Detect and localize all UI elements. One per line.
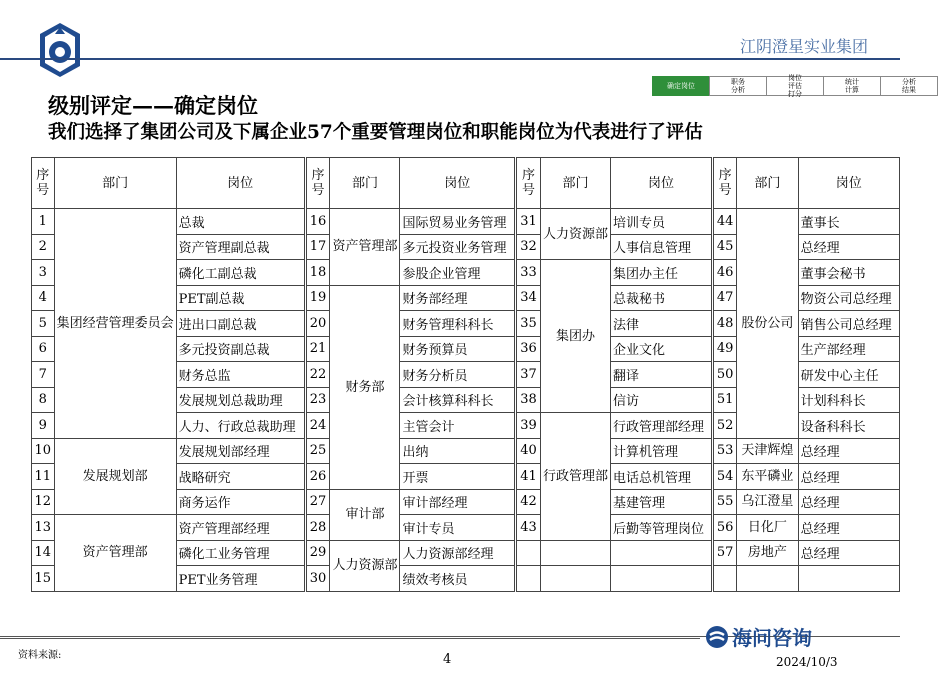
dept-cell: 行政管理部 (540, 413, 610, 541)
header-dept: 部门 (540, 158, 610, 209)
seq-cell: 30 (305, 566, 330, 592)
position-cell (610, 566, 712, 592)
seq-cell: 37 (516, 362, 541, 388)
seq-cell: 14 (32, 540, 55, 566)
seq-cell: 26 (305, 464, 330, 490)
seq-cell: 12 (32, 489, 55, 515)
position-cell: 财务分析员 (400, 362, 516, 388)
dept-cell: 人力资源部 (540, 209, 610, 260)
position-cell: 研发中心主任 (798, 362, 899, 388)
position-cell: 总经理 (798, 540, 899, 566)
position-cell: 审计专员 (400, 515, 516, 541)
seq-cell: 1 (32, 209, 55, 235)
seq-cell: 4 (32, 285, 55, 311)
seq-cell: 25 (305, 438, 330, 464)
seq-cell: 16 (305, 209, 330, 235)
company-name: 江阴澄星实业集团 (739, 37, 868, 56)
seq-cell: 43 (516, 515, 541, 541)
position-cell: 财务部经理 (400, 285, 516, 311)
position-cell (798, 566, 899, 592)
position-cell: 财务预算员 (400, 336, 516, 362)
position-cell: 行政管理部经理 (610, 413, 712, 439)
seq-cell: 32 (516, 234, 541, 260)
dept-cell (540, 540, 610, 566)
seq-cell: 22 (305, 362, 330, 388)
process-step-1: 确定岗位 (652, 76, 710, 96)
seq-cell: 34 (516, 285, 541, 311)
position-cell: 资产管理副总裁 (176, 234, 305, 260)
position-cell: 计划科科长 (798, 387, 899, 413)
position-cell: 多元投资副总裁 (176, 336, 305, 362)
process-step-4: 统计 计算 (823, 76, 881, 96)
seq-cell (516, 566, 541, 592)
position-cell: 发展规划总裁助理 (176, 387, 305, 413)
top-divider (0, 58, 900, 60)
seq-cell (712, 566, 736, 592)
position-cell: 进出口副总裁 (176, 311, 305, 337)
header-seq: 序 号 (516, 158, 541, 209)
position-cell: PET业务管理 (176, 566, 305, 592)
seq-cell: 53 (712, 438, 736, 464)
seq-cell: 39 (516, 413, 541, 439)
position-cell: 资产管理部经理 (176, 515, 305, 541)
seq-cell: 13 (32, 515, 55, 541)
dept-cell: 资产管理部 (54, 515, 176, 592)
seq-cell: 41 (516, 464, 541, 490)
position-cell: 磷化工业务管理 (176, 540, 305, 566)
seq-cell: 35 (516, 311, 541, 337)
position-cell: 多元投资业务管理 (400, 234, 516, 260)
seq-cell: 18 (305, 260, 330, 286)
position-cell: 财务管理科科长 (400, 311, 516, 337)
positions-table (31, 157, 900, 592)
seq-cell: 6 (32, 336, 55, 362)
position-cell: 总裁 (176, 209, 305, 235)
position-cell: 开票 (400, 464, 516, 490)
position-cell: 计算机管理 (610, 438, 712, 464)
seq-cell: 46 (712, 260, 736, 286)
dept-cell (540, 566, 610, 592)
header-seq: 序 号 (712, 158, 736, 209)
page-title: 级别评定——确定岗位 (48, 93, 258, 118)
dept-cell: 发展规划部 (54, 438, 176, 515)
seq-cell: 55 (712, 489, 736, 515)
seq-cell: 8 (32, 387, 55, 413)
position-cell: 磷化工副总裁 (176, 260, 305, 286)
position-cell: 总经理 (798, 464, 899, 490)
seq-cell: 31 (516, 209, 541, 235)
position-cell: 董事长 (798, 209, 899, 235)
position-cell: 基建管理 (610, 489, 712, 515)
bottom-divider-secondary (0, 638, 700, 639)
seq-cell: 24 (305, 413, 330, 439)
process-step-5: 分析 结果 (880, 76, 938, 96)
dept-cell: 集团经营管理委员会 (54, 209, 176, 439)
dept-cell: 集团办 (540, 260, 610, 413)
dept-cell: 审计部 (330, 489, 400, 540)
seq-cell: 33 (516, 260, 541, 286)
position-cell: 法律 (610, 311, 712, 337)
seq-cell: 17 (305, 234, 330, 260)
brand-logo-icon (705, 625, 729, 649)
dept-cell: 股份公司 (737, 209, 798, 439)
seq-cell: 38 (516, 387, 541, 413)
seq-cell: 28 (305, 515, 330, 541)
position-cell: 财务总监 (176, 362, 305, 388)
seq-cell: 42 (516, 489, 541, 515)
position-cell: 审计部经理 (400, 489, 516, 515)
process-step-3: 岗位 评估 打分 (766, 76, 824, 96)
seq-cell: 21 (305, 336, 330, 362)
position-cell: 信访 (610, 387, 712, 413)
position-cell: 翻译 (610, 362, 712, 388)
header-seq: 序 号 (32, 158, 55, 209)
position-cell: 会计核算科科长 (400, 387, 516, 413)
seq-cell: 29 (305, 540, 330, 566)
seq-cell: 49 (712, 336, 736, 362)
seq-cell: 50 (712, 362, 736, 388)
header-dept: 部门 (737, 158, 798, 209)
position-cell: 总经理 (798, 234, 899, 260)
position-cell: 企业文化 (610, 336, 712, 362)
seq-cell: 36 (516, 336, 541, 362)
seq-cell: 15 (32, 566, 55, 592)
seq-cell: 23 (305, 387, 330, 413)
seq-cell: 40 (516, 438, 541, 464)
seq-cell: 3 (32, 260, 55, 286)
dept-cell: 财务部 (330, 285, 400, 489)
dept-cell: 资产管理部 (330, 209, 400, 286)
dept-cell: 人力资源部 (330, 540, 400, 591)
position-cell: 国际贸易业务管理 (400, 209, 516, 235)
seq-cell: 51 (712, 387, 736, 413)
position-cell: 销售公司总经理 (798, 311, 899, 337)
source-note: 资料来源: (18, 650, 62, 661)
position-cell: 主管会计 (400, 413, 516, 439)
position-cell: 物资公司总经理 (798, 285, 899, 311)
header-pos: 岗位 (798, 158, 899, 209)
dept-cell: 日化厂 (737, 515, 798, 541)
seq-cell: 10 (32, 438, 55, 464)
table-row (32, 515, 900, 541)
process-steps (652, 76, 937, 96)
seq-cell: 5 (32, 311, 55, 337)
position-cell: 设备科科长 (798, 413, 899, 439)
dept-cell (737, 566, 798, 592)
position-cell: 总经理 (798, 438, 899, 464)
seq-cell: 9 (32, 413, 55, 439)
table-row (32, 438, 900, 464)
brand-name: 海问咨询 (732, 626, 812, 650)
dept-cell: 房地产 (737, 540, 798, 566)
position-cell: PET副总裁 (176, 285, 305, 311)
position-cell: 集团办主任 (610, 260, 712, 286)
dept-cell: 东平磷业 (737, 464, 798, 490)
header-dept: 部门 (54, 158, 176, 209)
position-cell: 出纳 (400, 438, 516, 464)
seq-cell: 7 (32, 362, 55, 388)
company-logo-icon (38, 22, 82, 78)
position-cell: 商务运作 (176, 489, 305, 515)
position-cell: 人事信息管理 (610, 234, 712, 260)
position-cell: 生产部经理 (798, 336, 899, 362)
seq-cell: 44 (712, 209, 736, 235)
position-cell: 人力资源部经理 (400, 540, 516, 566)
header-pos: 岗位 (400, 158, 516, 209)
position-cell: 后勤等管理岗位 (610, 515, 712, 541)
position-cell: 培训专员 (610, 209, 712, 235)
seq-cell: 19 (305, 285, 330, 311)
position-cell: 战略研究 (176, 464, 305, 490)
brand (705, 622, 812, 651)
seq-cell: 56 (712, 515, 736, 541)
position-cell: 总经理 (798, 515, 899, 541)
table-row (32, 209, 900, 235)
position-cell (610, 540, 712, 566)
position-cell: 参股企业管理 (400, 260, 516, 286)
process-step-2: 职务 分析 (709, 76, 767, 96)
header-seq: 序 号 (305, 158, 330, 209)
position-cell: 总经理 (798, 489, 899, 515)
seq-cell: 57 (712, 540, 736, 566)
header-dept: 部门 (330, 158, 400, 209)
dept-cell: 天津辉煌 (737, 438, 798, 464)
seq-cell: 47 (712, 285, 736, 311)
seq-cell: 54 (712, 464, 736, 490)
page-subtitle: 我们选择了集团公司及下属企业57个重要管理岗位和职能岗位为代表进行了评估 (48, 122, 703, 143)
position-cell: 人力、行政总裁助理 (176, 413, 305, 439)
seq-cell: 52 (712, 413, 736, 439)
position-cell: 董事会秘书 (798, 260, 899, 286)
date: 2024/10/3 (776, 655, 838, 669)
seq-cell: 45 (712, 234, 736, 260)
header-pos: 岗位 (610, 158, 712, 209)
position-cell: 电话总机管理 (610, 464, 712, 490)
seq-cell: 20 (305, 311, 330, 337)
seq-cell: 48 (712, 311, 736, 337)
position-cell: 发展规划部经理 (176, 438, 305, 464)
seq-cell: 27 (305, 489, 330, 515)
seq-cell: 11 (32, 464, 55, 490)
seq-cell: 2 (32, 234, 55, 260)
position-cell: 总裁秘书 (610, 285, 712, 311)
seq-cell (516, 540, 541, 566)
page-number: 4 (443, 652, 452, 667)
header-pos: 岗位 (176, 158, 305, 209)
dept-cell: 乌江澄星 (737, 489, 798, 515)
position-cell: 绩效考核员 (400, 566, 516, 592)
